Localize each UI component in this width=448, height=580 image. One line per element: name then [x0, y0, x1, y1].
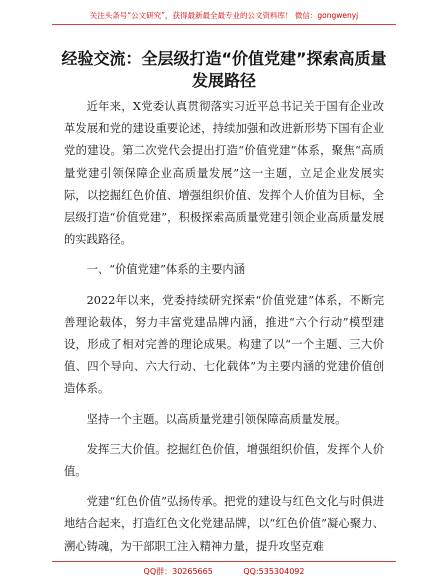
section-heading-1: 一、“价值党建”体系的主要内涵 — [86, 263, 246, 277]
paragraph-red-value: 党建“红色价值”弘扬传承。把党的建设与红色文化与时俱进地结合起来，打造红色文化党建品牌，以“红色价值”凝心聚力、溯心铸魂，为干部职工注入精神力量，提升攻坚克难 — [64, 495, 384, 553]
header-banner: 关注头条号“公文研究”，获得最新最全最专业的公文资料库！ 微信：gongwenyj — [89, 11, 359, 20]
paragraph-three-values: 发挥三大价值。挖掘红色价值，增强组织价值，发挥个人价值。 — [64, 442, 384, 479]
footer-divider — [52, 561, 396, 562]
header-divider — [52, 24, 396, 25]
paragraph-2022: 2022年以来，党委持续研究探索“价值党建”体系，不断完善理论载体，努力丰富党建品牌内涵，推进“六个行动”模型建设，形成了相对完善的理论成果。构建了以“一个主题、三大价值、四个导向、六大行动、七化载体”为主要内涵的党建价值创造体系。 — [64, 293, 384, 396]
footer-qq: QQ:535304092 — [243, 567, 305, 576]
document-title: 经验交流：全层级打造“价值党建”探索高质量发展路径 — [61, 49, 387, 90]
document-body — [64, 96, 384, 566]
footer-qq-group: QQ群：30265665 — [143, 567, 213, 576]
footer — [0, 566, 448, 577]
paragraph-one-theme: 坚持一个主题。以高质量党建引领保障高质量发展。 — [86, 412, 347, 426]
paragraph-intro: 近年来，X党委认真贯彻落实习近平总书记关于国有企业改革发展和党的建设重要论述，持续加强和改进新形势下国有企业党的建设。第二次党代会提出打造“价值党建”体系，聚焦“高质量党建引领保障企业高质量发展”这一主题，立足企业发展实际，以挖掘红色价值、增强组织价值、发挥个人价值为目标，全层级打造“价值党建”，积极探索高质量党建引领企业高质量发展的实践路径。 — [64, 100, 384, 247]
